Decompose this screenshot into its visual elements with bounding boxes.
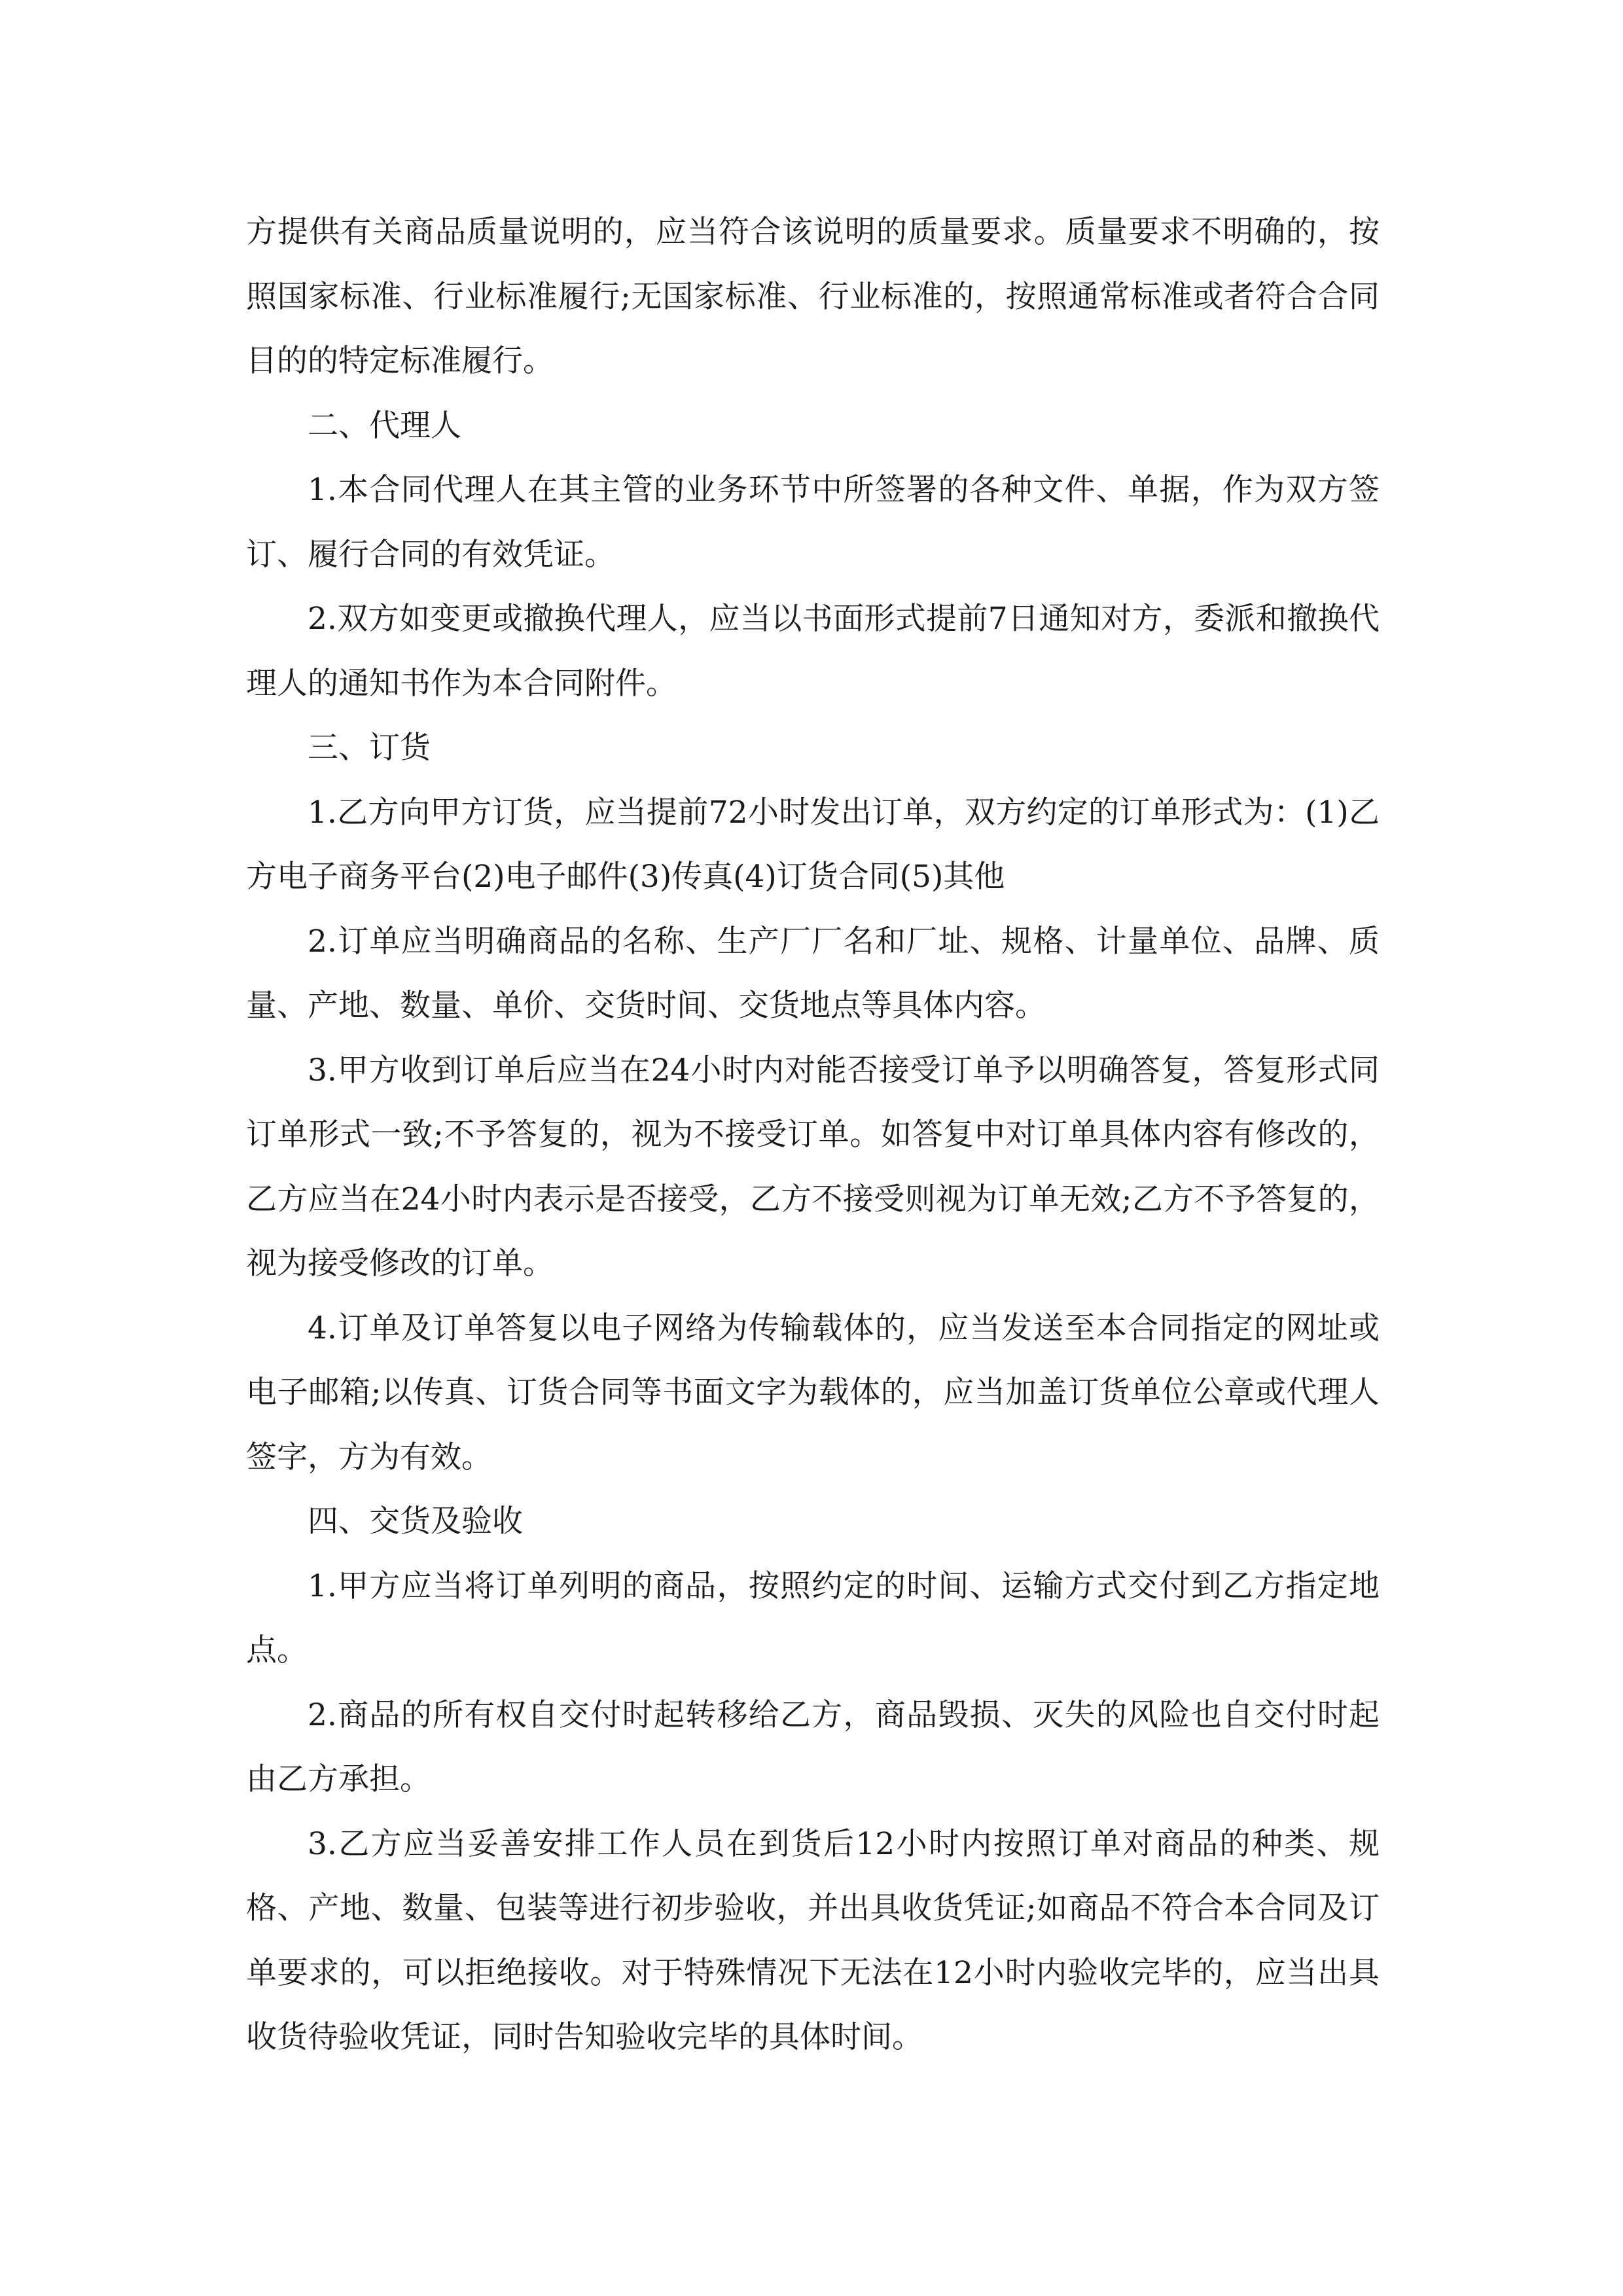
- document-body: [246, 200, 1380, 2070]
- paragraph-delivery-2: 2.商品的所有权自交付时起转移给乙方，商品毁损、灭失的风险也自交付时起由乙方承担。: [246, 1696, 1380, 1797]
- paragraph-ordering-4: 4.订单及订单答复以电子网络为传输载体的，应当发送至本合同指定的网址或电子邮箱;以传真、订货合同等书面文字为载体的，应当加盖订货单位公章或代理人签字，方为有效。: [246, 1310, 1380, 1475]
- paragraph-agent-1: 1.本合同代理人在其主管的业务环节中所签署的各种文件、单据，作为双方签订、履行合同的有效凭证。: [246, 472, 1380, 573]
- section-heading-delivery: 四、交货及验收: [308, 1503, 523, 1539]
- paragraph-ordering-3: 3.甲方收到订单后应当在24小时内对能否接受订单予以明确答复，答复形式同订单形式一致;不予答复的，视为不接受订单。如答复中对订单具体内容有修改的，乙方应当在24小时内表示是否接受，乙方不接受则视为订单无效;乙方不予答复的，视为接受修改的订单。: [246, 1052, 1380, 1282]
- section-heading-ordering: 三、订货: [308, 730, 431, 766]
- paragraph-quality-continuation: 方提供有关商品质量说明的，应当符合该说明的质量要求。质量要求不明确的，按照国家标准、行业标准履行;无国家标准、行业标准的，按照通常标准或者符合合同目的的特定标准履行。: [246, 214, 1380, 379]
- paragraph-ordering-2: 2.订单应当明确商品的名称、生产厂厂名和厂址、规格、计量单位、品牌、质量、产地、数量、单价、交货时间、交货地点等具体内容。: [246, 923, 1380, 1024]
- section-heading-agent: 二、代理人: [308, 407, 461, 444]
- paragraph-delivery-1: 1.甲方应当将订单列明的商品，按照约定的时间、运输方式交付到乙方指定地点。: [246, 1568, 1380, 1668]
- paragraph-agent-2: 2.双方如变更或撤换代理人，应当以书面形式提前7日通知对方，委派和撤换代理人的通知书作为本合同附件。: [246, 601, 1380, 702]
- paragraph-delivery-3: 3.乙方应当妥善安排工作人员在到货后12小时内按照订单对商品的种类、规格、产地、数量、包装等进行初步验收，并出具收货凭证;如商品不符合本合同及订单要求的，可以拒绝接收。对于特殊情况下无法在12小时内验收完毕的，应当出具收货待验收凭证，同时告知验收完毕的具体时间。: [246, 1825, 1380, 2055]
- paragraph-ordering-1: 1.乙方向甲方订货，应当提前72小时发出订单，双方约定的订单形式为：(1)乙方电子商务平台(2)电子邮件(3)传真(4)订货合同(5)其他: [246, 794, 1380, 895]
